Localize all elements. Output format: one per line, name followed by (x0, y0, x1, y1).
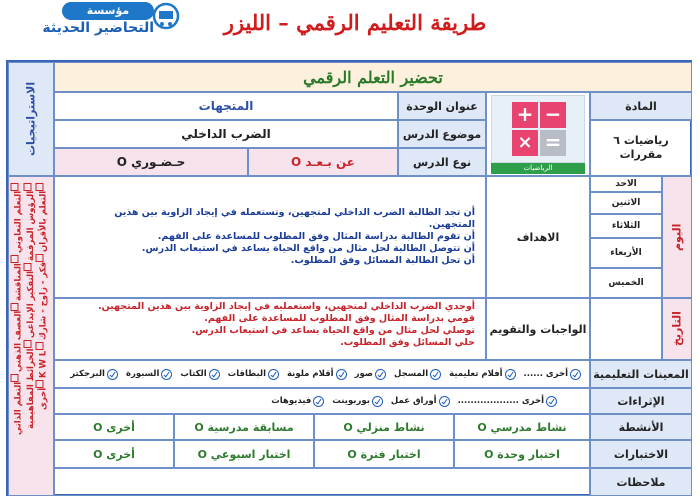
test-period[interactable]: اختبار فترة O (314, 440, 454, 468)
checkbox-icon (11, 255, 19, 263)
lesson-plan-table (6, 60, 692, 496)
notes-label: ملاحظات (590, 468, 692, 496)
homework-line: قومي بدراسة المثال وفق المطلوب للمساعدة على الفهم. (204, 313, 475, 324)
lesson-value: الضرب الداخلي (54, 120, 398, 148)
homework-line: أوجدي الضرب الداخلي لمتجهين، واستعمليه في إيجاد الزاوية بين هذين المتجهين. (98, 301, 475, 312)
aid-item[interactable]: البرجكتر (70, 369, 120, 380)
homework-lines (55, 299, 485, 355)
check-circle-icon (546, 396, 557, 407)
aid-item[interactable]: السبورة (126, 369, 174, 380)
strategy-item[interactable]: التعلم بالأقران (36, 183, 49, 252)
checkbox-icon (36, 342, 44, 350)
checkbox-icon (24, 183, 32, 191)
tests-label: الاختبارات (590, 440, 692, 468)
aid-item[interactable]: البطاقات (228, 369, 281, 380)
checkbox-icon (24, 340, 32, 348)
day-tue: الثلاثاء (611, 221, 641, 231)
math-icon: + − × = (491, 95, 585, 163)
enrichment-item[interactable]: بوربوينت (332, 396, 385, 407)
day-label-cell (662, 176, 692, 298)
lesson-type-remote[interactable]: عن بـعـد O (248, 148, 398, 176)
check-circle-icon (107, 369, 118, 380)
checkbox-icon (11, 303, 19, 311)
checkbox-icon (11, 183, 19, 191)
homework-line: حلي المسائل وفق المطلوب. (340, 337, 475, 348)
objective-line: أن تقوم الطالبة بدراسة المثال وفق المطلوب للمساعدة على الفهم. (157, 231, 475, 242)
strategy-item[interactable]: الرؤوس المرقمة (24, 183, 37, 261)
homework-line: توصلي لحل مثال من واقع الحياة يساعد في استيعاب الدرس. (191, 325, 475, 336)
objective-line: أن تحل الطالبة المسائل وفق المطلوب. (290, 255, 475, 266)
date-value (590, 298, 662, 360)
strategy-item[interactable]: العصف الذهني (11, 303, 24, 372)
lesson-type-inperson[interactable]: حـضـوري O (54, 148, 248, 176)
enrichment-item[interactable]: فيديوهات (271, 396, 326, 407)
date-label: التاريخ (670, 311, 684, 347)
day-row (590, 238, 662, 268)
subject-card (486, 92, 590, 176)
activity-school[interactable]: نشاط مدرسي O (454, 414, 590, 440)
test-weekly[interactable]: اختبار اسبوعي O (174, 440, 314, 468)
activity-competition[interactable]: مسابقة مدرسية O (174, 414, 314, 440)
check-circle-icon (336, 369, 347, 380)
aid-item[interactable]: أفلام تعليمية (449, 369, 517, 380)
objective-line: أن تجد الطالبة الضرب الداخلي لمتجهين، وتستعمله في إيجاد الزاوية بين هذين المتجهين. (114, 207, 475, 230)
date-label-cell (662, 298, 692, 360)
day-sun: الاحد (615, 179, 637, 189)
day-mon: الاثنين (611, 198, 641, 208)
day-row (590, 214, 662, 238)
page-title: طريقة التعليم الرقمي – الليزر (223, 10, 487, 35)
day-row (590, 268, 662, 298)
strategy-item[interactable]: الخرائط المفاهيمية (24, 340, 37, 428)
lesson-type-label: نوع الدرس (398, 148, 486, 176)
objectives-lines (55, 177, 485, 273)
subject-value: رياضيات ٦ مقررات (590, 120, 692, 176)
strategy-item[interactable]: فكر - زاوج - شارك (36, 254, 49, 340)
check-circle-icon (268, 369, 279, 380)
aid-item[interactable]: أخرى ...... (524, 369, 583, 380)
strategy-item[interactable]: التفكير الإبداعي (24, 263, 37, 338)
check-circle-icon (161, 369, 172, 380)
logo (2, 0, 180, 40)
aid-item[interactable]: أقلام ملونة (287, 369, 349, 380)
checkbox-icon (24, 263, 32, 271)
test-unit[interactable]: اختبار وحدة O (454, 440, 590, 468)
unit-label: عنوان الوحدة (398, 92, 486, 120)
check-circle-icon (430, 369, 441, 380)
strategies-label: الاستراتيجيات (24, 81, 38, 157)
strategy-item[interactable]: K W L (36, 342, 49, 377)
strategy-item[interactable]: التعلم التعاوني (11, 183, 24, 253)
check-circle-icon (209, 369, 220, 380)
strategy-item[interactable]: التعلم الذاتي (11, 374, 24, 435)
aids-label: المعينات التعليمية (590, 360, 692, 388)
activity-other[interactable]: أخرى O (54, 414, 174, 440)
test-other[interactable]: أخرى O (54, 440, 174, 468)
lesson-label: موضوع الدرس (398, 120, 486, 148)
objectives-label: الاهداف (486, 176, 590, 298)
activity-home[interactable]: نشاط منزلي O (314, 414, 454, 440)
activities-label: الأنشطة (590, 414, 692, 440)
checkbox-icon (11, 374, 19, 382)
check-circle-icon (439, 396, 450, 407)
day-label: اليوم (670, 223, 684, 251)
aids-items (55, 361, 589, 387)
strategy-item[interactable]: المناقشة (11, 255, 24, 301)
enrichment-item[interactable]: أخرى ................... (458, 396, 559, 407)
homework-label: الواجبات والتقويم (486, 298, 590, 360)
cart-icon (150, 2, 182, 34)
subject-label: المادة (590, 92, 692, 120)
aid-item[interactable]: صور (355, 369, 388, 380)
subject-card-caption: الرياضيات (491, 163, 585, 174)
day-row (590, 176, 662, 192)
check-circle-icon (313, 396, 324, 407)
enrichment-label: الإثراءات (590, 388, 692, 414)
enrichment-options (54, 388, 590, 414)
check-circle-icon (375, 369, 386, 380)
checkbox-icon (36, 380, 44, 388)
check-circle-icon (372, 396, 383, 407)
enrichment-item[interactable]: أوراق عمل (391, 396, 452, 407)
strategies-header (8, 62, 54, 176)
strategy-item[interactable]: أخرى (36, 380, 49, 410)
aid-item[interactable]: المسجل (394, 369, 443, 380)
banner: تحضير التعلم الرقمي (54, 62, 692, 92)
day-wed: الأربعاء (610, 248, 642, 258)
aids-options (54, 360, 590, 388)
objectives-text (54, 176, 486, 298)
day-thu: الخميس (608, 278, 644, 288)
logo-name: التحاضير الحديثة (42, 20, 154, 36)
notes-value[interactable] (54, 468, 590, 496)
unit-value: المتجهات (54, 92, 398, 120)
logo-badge: مؤسسة (62, 2, 154, 20)
check-circle-icon (570, 369, 581, 380)
strategies-items (9, 177, 51, 495)
homework-text (54, 298, 486, 360)
checkbox-icon (36, 183, 44, 191)
check-circle-icon (505, 369, 516, 380)
aid-item[interactable]: الكتاب (180, 369, 221, 380)
objective-line: أن تتوصل الطالبة لحل مثال من واقع الحياة يساعد في استيعاب الدرس. (141, 243, 475, 254)
day-row (590, 192, 662, 214)
checkbox-icon (36, 254, 44, 262)
enrichment-items (55, 389, 589, 413)
strategies-list (8, 176, 54, 496)
